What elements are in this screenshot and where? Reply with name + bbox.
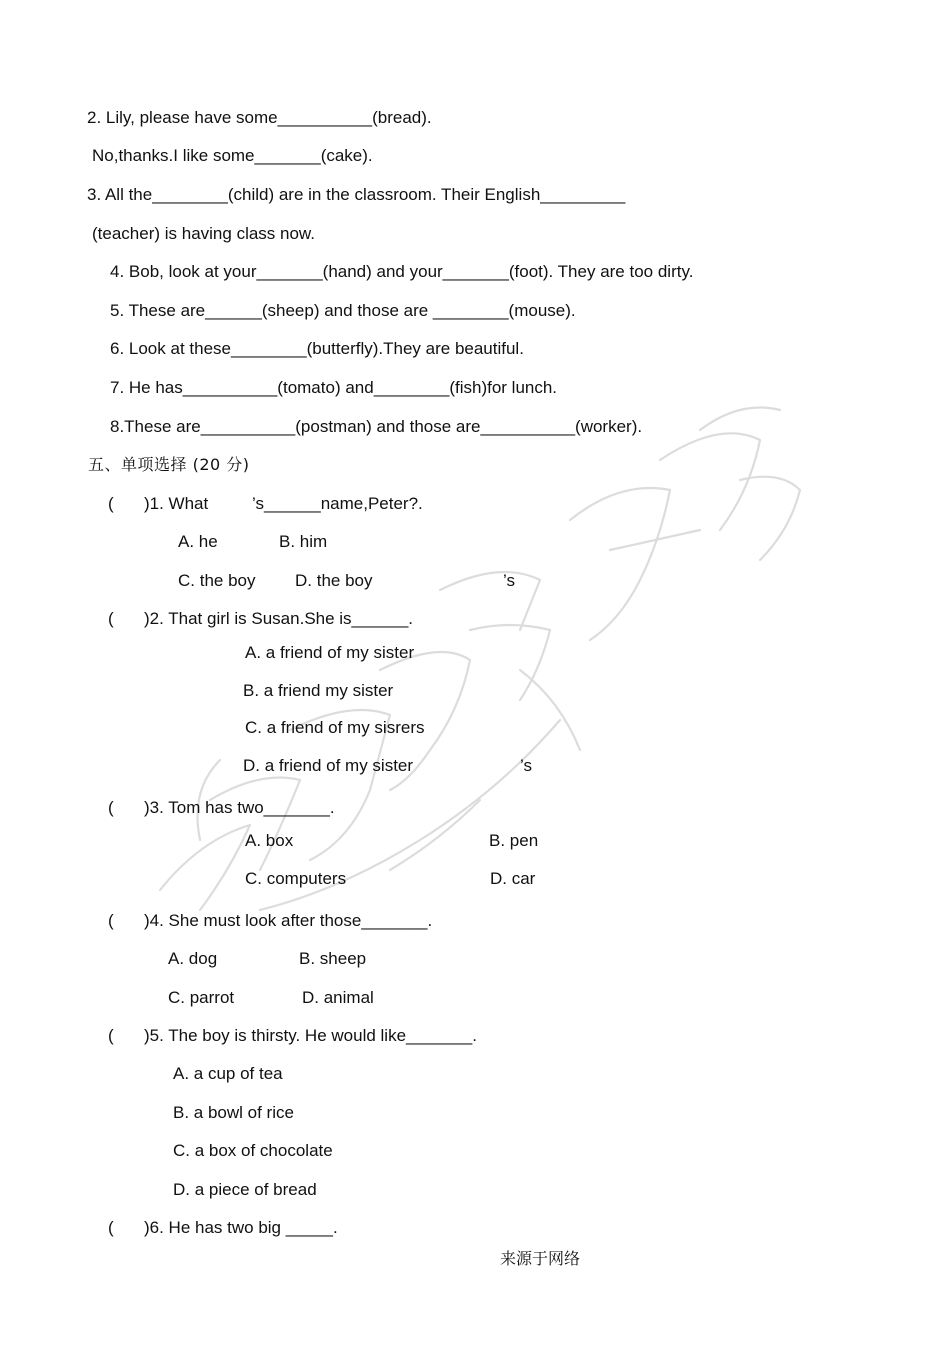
option: C. a box of chocolate bbox=[173, 1141, 333, 1160]
option: C. parrot bbox=[168, 988, 235, 1007]
answer-paren: ( bbox=[108, 798, 114, 817]
answer-paren: ( bbox=[108, 1218, 114, 1237]
answer-paren: ( bbox=[108, 1026, 114, 1045]
option-suffix: ’s bbox=[520, 756, 532, 775]
question-stem: )6. He has two big _____. bbox=[144, 1218, 338, 1237]
answer-paren: ( bbox=[108, 609, 114, 628]
question-line: 2. Lily, please have some__________(bread). bbox=[87, 108, 432, 127]
option: A. a cup of tea bbox=[173, 1064, 283, 1083]
option: D. car bbox=[490, 869, 536, 888]
question-stem: ’s______name,Peter?. bbox=[252, 494, 423, 513]
option: C. computers bbox=[245, 869, 347, 888]
question-stem: )5. The boy is thirsty. He would like_______. bbox=[144, 1026, 477, 1045]
option: B. a friend my sister bbox=[243, 681, 394, 700]
option: A. dog bbox=[168, 949, 218, 968]
question-line: (teacher) is having class now. bbox=[92, 224, 315, 243]
section-heading: 五、单项选择 (20 分) bbox=[88, 455, 250, 474]
option: A. box bbox=[245, 831, 294, 850]
answer-paren: ( bbox=[108, 494, 114, 513]
option: C. the boy bbox=[178, 571, 256, 590]
option: D. the boy bbox=[295, 571, 373, 590]
option: D. animal bbox=[302, 988, 374, 1007]
option: A. he bbox=[178, 532, 218, 551]
option: B. pen bbox=[489, 831, 539, 850]
question-line: 3. All the________(child) are in the classroom. Their English_________ bbox=[87, 185, 626, 204]
question-line: 5. These are______(sheep) and those are ________(mouse). bbox=[110, 301, 576, 320]
option: B. him bbox=[279, 532, 328, 551]
option: C. a friend of my sisrers bbox=[245, 718, 425, 737]
question-line: 8.These are__________(postman) and those are__________(worker). bbox=[110, 417, 643, 436]
question-stem: )4. She must look after those_______. bbox=[144, 911, 433, 930]
option: D. a piece of bread bbox=[173, 1180, 317, 1199]
option: B. a bowl of rice bbox=[173, 1103, 294, 1122]
question-line: No,thanks.I like some_______(cake). bbox=[92, 146, 373, 165]
option-suffix: ’s bbox=[503, 571, 515, 590]
question-line: 6. Look at these________(butterfly).They are beautiful. bbox=[110, 339, 524, 358]
question-line: 7. He has__________(tomato) and________(fish)for lunch. bbox=[110, 378, 558, 397]
question-line: 4. Bob, look at your_______(hand) and your_______(foot). They are too dirty. bbox=[110, 262, 694, 281]
option: A. a friend of my sister bbox=[245, 643, 415, 662]
answer-paren: ( bbox=[108, 911, 114, 930]
question-stem: )2. That girl is Susan.She is______. bbox=[144, 609, 414, 628]
page-footer: 来源于网络 bbox=[500, 1249, 581, 1268]
question-stem: )1. What bbox=[144, 494, 209, 513]
option: B. sheep bbox=[299, 949, 367, 968]
question-stem: )3. Tom has two_______. bbox=[144, 798, 335, 817]
option: D. a friend of my sister bbox=[243, 756, 414, 775]
